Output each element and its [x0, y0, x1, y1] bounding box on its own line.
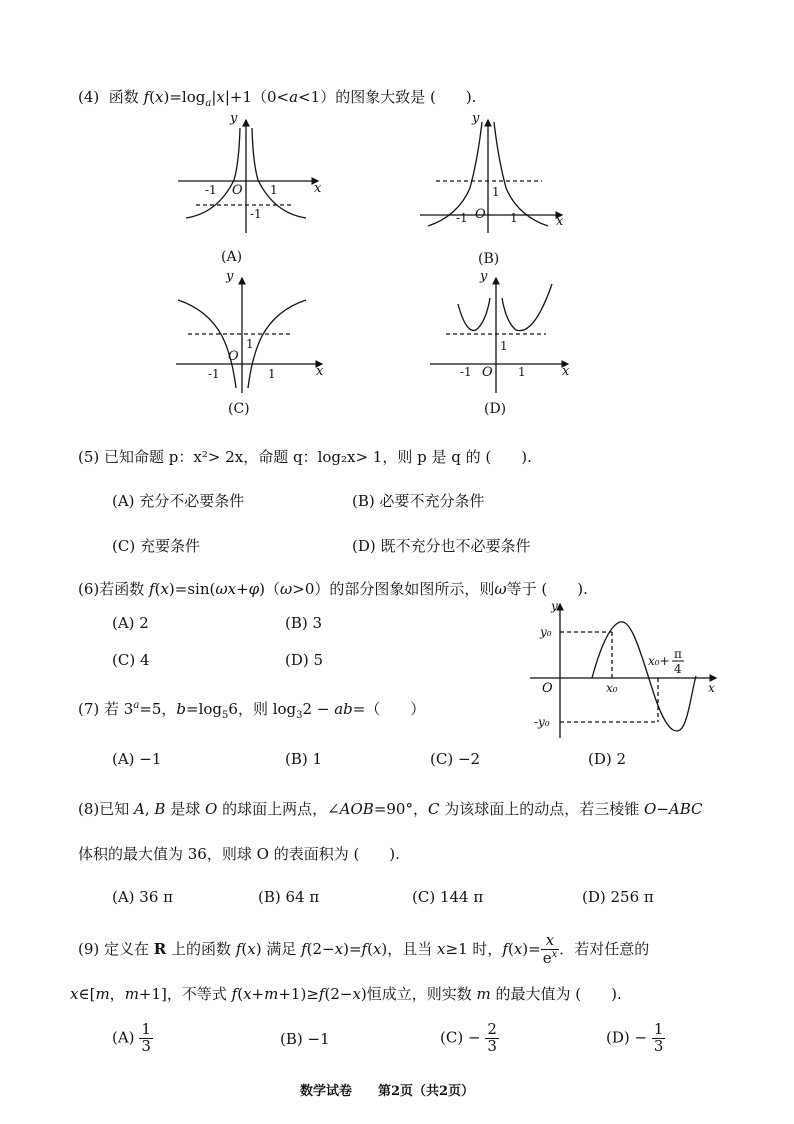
graph-c-neg1: -1	[208, 367, 220, 381]
q5-option-d: (D) 既不充分也不必要条件	[352, 537, 531, 555]
graph-b-1: 1	[510, 211, 518, 225]
q6-graph-y: y	[551, 599, 558, 613]
graph-c-x: x	[316, 364, 324, 379]
q9-option-b: (B) −1	[280, 1030, 330, 1048]
label-d: (D)	[484, 401, 507, 417]
q6-stem: (6)若函数 f(x)=sin(ωx+φ)（ω>0）的部分图象如图所示，则ω等于 ( ).	[78, 580, 588, 598]
graph-a	[178, 111, 322, 233]
q6-option-b: (B) 3	[285, 614, 323, 632]
graph-d-origin: O	[482, 365, 493, 380]
graph-a-dash-neg1: -1	[250, 207, 262, 221]
q8-stem-line2: 体积的最大值为 36，则球 O 的表面积为 ( ).	[78, 845, 400, 863]
q9-option-a: (A) $\frac{1}{3}$	[112, 1020, 151, 1055]
q6-graph-y0: y₀	[540, 625, 552, 639]
graph-b-origin: O	[475, 207, 486, 222]
graph-a-origin: O	[232, 183, 243, 198]
q6-graph-x: x	[708, 681, 715, 695]
q9-stem-line1: (9) 定义在 R 上的函数 f(x) 满足 f(2−x)=f(x)，且当 x≥1 时，f(x)= $\frac{x}{e^x}$ ．若对任意的	[78, 931, 650, 967]
graph-a-1: 1	[270, 183, 278, 197]
graph-c-origin: O	[228, 349, 239, 364]
q8-option-a: (A) 36 π	[112, 888, 174, 906]
graph-b-y: y	[472, 111, 480, 126]
q6-graph-neg-y0: -y₀	[534, 715, 550, 729]
q5-option-a: (A) 充分不必要条件	[112, 492, 245, 510]
q7-option-d: (D) 2	[588, 750, 627, 768]
graph-c	[176, 269, 324, 393]
q7-option-a: (A) −1	[112, 750, 162, 768]
label-c: (C)	[228, 401, 250, 417]
q8-stem-line1: (8)已知 A, B 是球 O 的球面上两点，∠AOB=90°，C 为该球面上的动点，若三棱锥 O−ABC	[78, 800, 703, 818]
graph-d-y: y	[480, 269, 488, 284]
q6-option-d: (D) 5	[285, 651, 324, 669]
q6-graph-pi: π	[674, 647, 682, 661]
graph-d-neg1: -1	[460, 365, 472, 379]
q8-option-d: (D) 256 π	[582, 888, 654, 906]
graph-d	[430, 269, 570, 393]
label-a: (A)	[221, 249, 243, 265]
q7-option-c: (C) −2	[430, 750, 481, 768]
graph-a-y: y	[230, 111, 238, 126]
graph-b-dash-1: 1	[492, 185, 500, 199]
graph-a-neg1: -1	[205, 183, 217, 197]
graph-d-x: x	[562, 364, 570, 379]
q6-graph-x0: x₀	[606, 681, 618, 695]
q6-graph-x0-plus: x₀+	[648, 654, 670, 668]
graph-b-x: x	[556, 214, 564, 229]
label-b: (B)	[478, 251, 500, 267]
graph-c-y: y	[226, 269, 234, 284]
q6-graph	[528, 598, 724, 744]
graph-b-neg1: -1	[456, 211, 468, 225]
graph-d-dash-1: 1	[500, 339, 508, 353]
q6-graph-origin: O	[542, 681, 553, 696]
graph-b	[420, 111, 564, 233]
q5-option-b: (B) 必要不充分条件	[352, 492, 485, 510]
graph-a-x: x	[314, 181, 322, 196]
q8-option-c: (C) 144 π	[412, 888, 484, 906]
q5-option-c: (C) 充要条件	[112, 537, 200, 555]
q5-stem: (5) 已知命题 p：x²> 2x，命题 q：log₂x> 1，则 p 是 q 的 ( ).	[78, 448, 532, 466]
q6-option-c: (C) 4	[112, 651, 150, 669]
graph-c-1: 1	[268, 367, 276, 381]
q4-stem: (4) 函数 $f(x)=\log_a|x|+1(0<a<1)$的图象大致是 ( ).	[78, 88, 477, 109]
q6-graph-four: 4	[674, 662, 682, 676]
q7-option-b: (B) 1	[285, 750, 323, 768]
q9-option-c: (C) − $\frac{2}{3}$	[440, 1020, 497, 1055]
graph-d-1: 1	[518, 365, 526, 379]
q9-option-d: (D) − $\frac{1}{3}$	[606, 1020, 664, 1055]
page-footer: 数学试卷 第2页（共2页）	[300, 1084, 475, 1099]
q7-stem: (7) 若 $3^a=5$，$b=\log_56$，则 $\log_32 - ab=$（ ）	[78, 700, 426, 721]
q9-stem-line2: x∈[m，m+1]，不等式 f(x+m+1)≥f(2−x)恒成立，则实数 m 的最大值为 ( ).	[70, 985, 622, 1003]
q6-option-a: (A) 2	[112, 614, 149, 632]
graph-c-dash-1: 1	[246, 337, 254, 351]
q4-graphs	[0, 108, 620, 428]
q8-option-b: (B) 64 π	[258, 888, 320, 906]
